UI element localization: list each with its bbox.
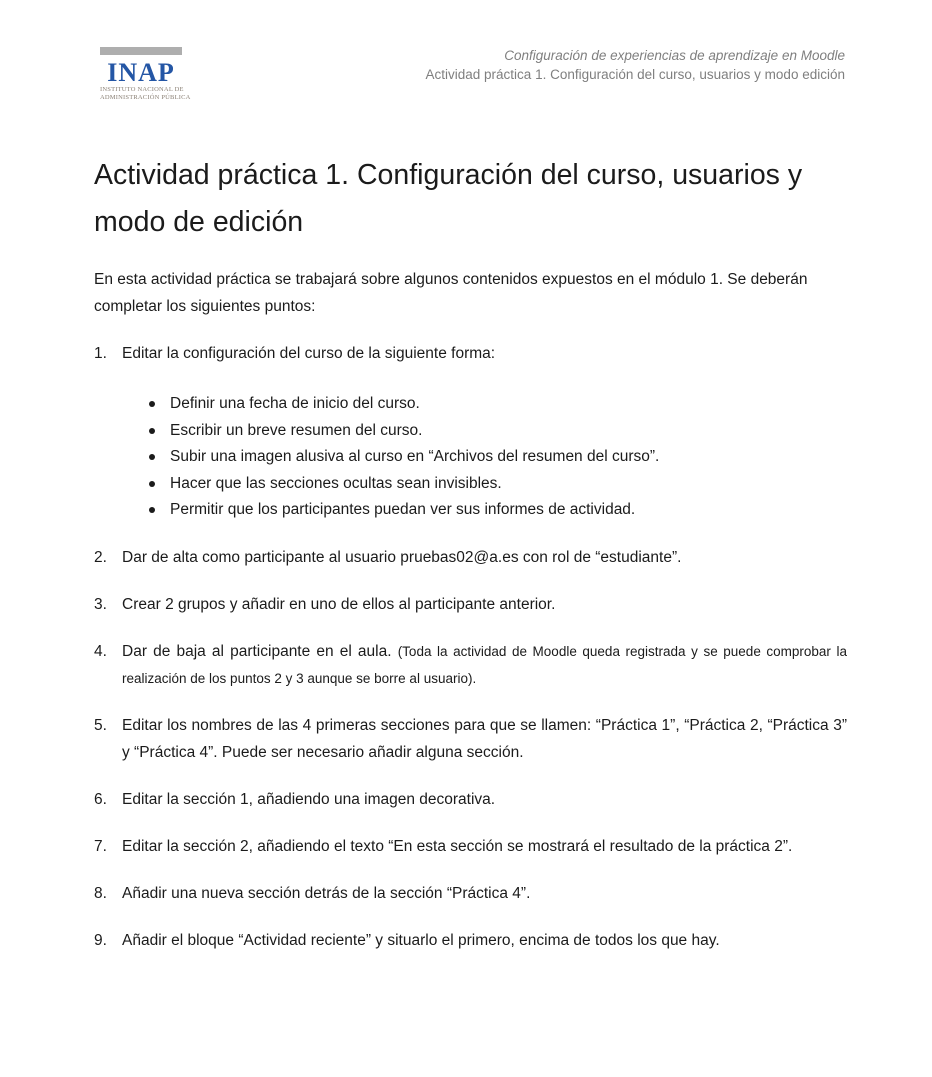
bullet-item: Escribir un breve resumen del curso.	[148, 418, 847, 445]
bullet-dot-icon	[148, 391, 170, 418]
list-item-text: Editar la sección 2, añadiendo el texto “En esta sección se mostrará el resultado de la práctica 2”.	[122, 837, 793, 855]
list-item-text: Crear 2 grupos y añadir en uno de ellos al participante anterior.	[122, 595, 556, 613]
list-item-7	[94, 833, 847, 860]
document-body	[94, 152, 847, 954]
list-item-text: Añadir el bloque “Actividad reciente” y situarlo el primero, encima de todos los que hay.	[122, 931, 720, 949]
list-item-number: 1.	[94, 345, 107, 362]
list-item-8	[94, 880, 847, 907]
list-item-number: 8.	[94, 884, 107, 902]
bullet-dot-icon	[148, 418, 170, 445]
list-item-5	[94, 712, 847, 766]
list-item-text: Editar la sección 1, añadiendo una imagen decorativa.	[122, 790, 496, 808]
list-item-9	[94, 927, 847, 954]
list-item-text: Añadir una nueva sección detrás de la sección “Práctica 4”.	[122, 884, 531, 902]
page-title: Actividad práctica 1. Configuración del curso, usuarios y modo de edición	[94, 159, 803, 238]
list-item-6	[94, 786, 847, 813]
inap-logo-bar	[100, 47, 182, 55]
bullet-item: Definir una fecha de inicio del curso.	[148, 391, 847, 418]
list-item-text: Dar de alta como participante al usuario pruebas02@a.es con rol de “estudiante”.	[122, 548, 682, 566]
list-item-text: Editar la configuración del curso de la siguiente forma:	[122, 345, 496, 362]
bullet-item: Subir una imagen alusiva al curso en “Archivos del resumen del curso”.	[148, 444, 847, 471]
list-item-note: (Toda la actividad de Moodle queda registrada y se puede comprobar la realización de los puntos 2 y 3 aunque se borre al usuario).	[122, 643, 848, 686]
list-item-2	[94, 544, 847, 571]
list-item-number: 4.	[94, 642, 107, 660]
running-header	[426, 47, 845, 84]
inap-logo-subtitle-line2: ADMINISTRACIÓN PÚBLICA	[100, 93, 191, 101]
bullet-dot-icon	[148, 444, 170, 471]
header-course-title: Configuración de experiencias de aprendizaje en Moodle	[504, 48, 845, 63]
list-item-4	[94, 638, 847, 692]
bullet-item: Permitir que los participantes puedan ver sus informes de actividad.	[148, 497, 847, 524]
inap-logo	[100, 47, 191, 101]
bullet-item: Hacer que las secciones ocultas sean invisibles.	[148, 471, 847, 498]
list-item-1	[94, 340, 847, 524]
inap-logo-wordmark: INAP	[107, 58, 175, 87]
inap-logo-subtitle-line1: INSTITUTO NACIONAL DE	[100, 86, 184, 93]
intro-paragraph: En esta actividad práctica se trabajará sobre algunos contenidos expuestos en el módulo 1. Se deberán completar los siguientes puntos:	[94, 271, 808, 315]
list-item-number: 2.	[94, 548, 107, 566]
sub-bullet-list	[148, 391, 847, 524]
list-item-number: 6.	[94, 790, 107, 808]
list-item-text: Editar los nombres de las 4 primeras secciones para que se llamen: “Práctica 1”, “Práctica 2, “Práctica 3” y “Práctica 4”. Puede ser necesario añadir alguna sección.	[122, 716, 847, 761]
bullet-dot-icon	[148, 471, 170, 498]
list-item-number: 9.	[94, 931, 107, 949]
list-item-3	[94, 591, 847, 618]
list-item-number: 3.	[94, 595, 107, 613]
list-item-number: 5.	[94, 716, 107, 734]
bullet-dot-icon	[148, 497, 170, 524]
header-doc-subtitle: Actividad práctica 1. Configuración del curso, usuarios y modo edición	[425, 66, 845, 82]
list-item-number: 7.	[94, 837, 107, 855]
list-item-text: Dar de baja al participante en el aula. (Toda la actividad de Moodle queda registrada y se puede comprobar la realización de los puntos 2 y 3 aunque se borre al usuario).	[122, 642, 848, 686]
